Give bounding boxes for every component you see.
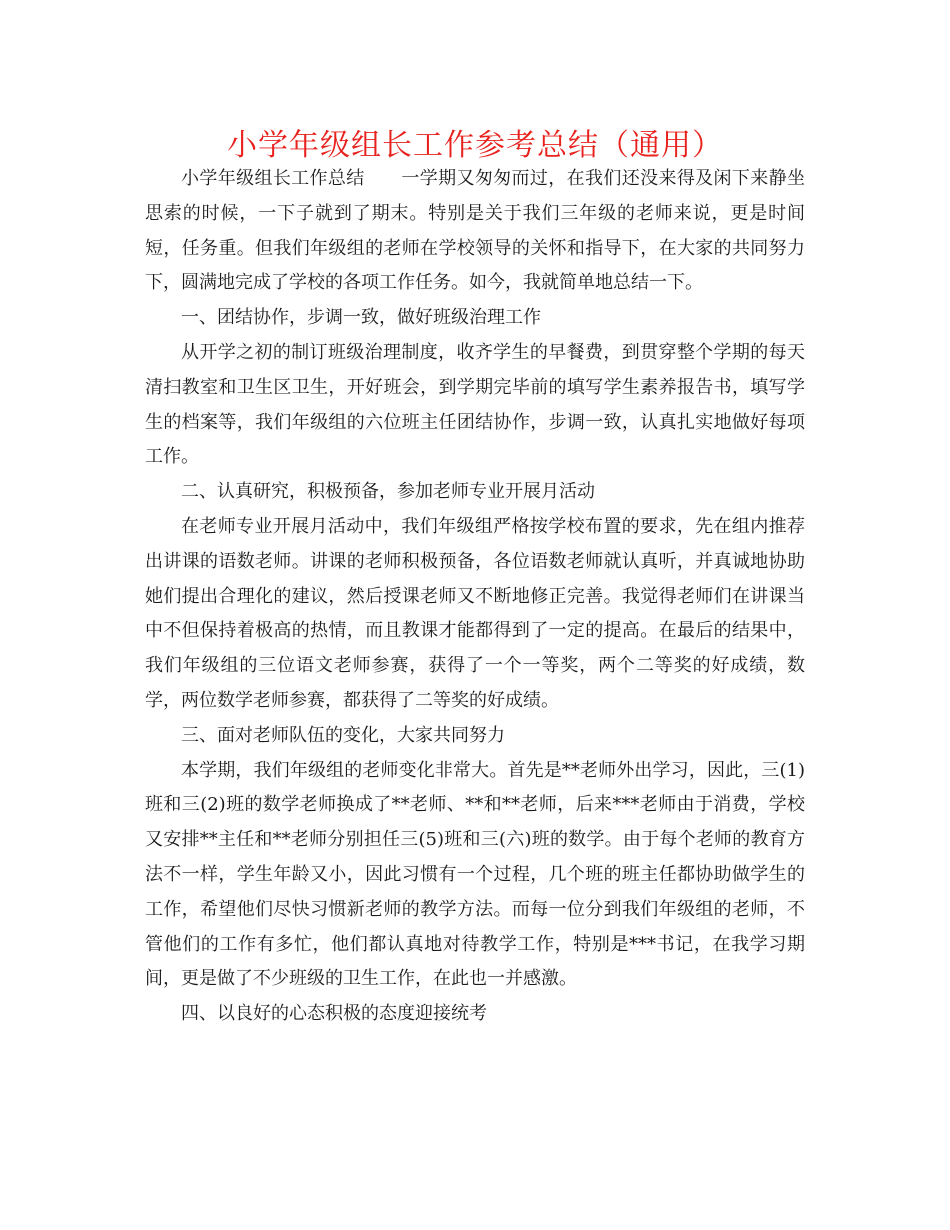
- document-body: [145, 162, 805, 1032]
- paragraph-section-2: 在老师专业开展月活动中，我们年级组严格按学校布置的要求，先在组内推荐出讲课的语数老师。讲课的老师积极预备，各位语数老师就认真听，并真诚地协助她们提出合理化的建议，然后授课老师又不断地修正完善。我觉得老师们在讲课当中不但保持着极高的热情，而且教课才能都得到了一定的提高。在最后的结果中，我们年级组的三位语文老师参赛，获得了一个一等奖，两个二等奖的好成绩，数学，两位数学老师参赛，都获得了二等奖的好成绩。: [145, 515, 805, 711]
- section-heading-1: 一、团结协作，步调一致，做好班级治理工作: [181, 307, 541, 329]
- document-title: 小学年级组长工作参考总结（通用）: [227, 128, 723, 163]
- section-heading-2: 二、认真研究，积极预备，参加老师专业开展月活动: [181, 481, 595, 503]
- paragraph-section-3: 本学期，我们年级组的老师变化非常大。首先是**老师外出学习，因此，三(1)班和三(2)班的数学老师换成了**老师、**和**老师，后来***老师由于消费，学校又安排**主任和**老师分别担任三(5)班和三(六)班的数学。由于每个老师的教育方法不一样，学生年龄又小，因此习惯有一个过程，几个班的班主任都协助做学生的工作，希望他们尽快习惯新老师的教学方法。而每一位分到我们年级组的老师，不管他们的工作有多忙，他们都认真地对待教学工作，特别是***书记，在我学习期间，更是做了不少班级的卫生工作，在此也一并感激。: [145, 759, 805, 990]
- section-heading-4: 四、以良好的心态积极的态度迎接统考: [181, 1003, 487, 1025]
- paragraph-intro: 小学年级组长工作总结 一学期又匆匆而过，在我们还没来得及闲下来静坐思索的时候，一下子就到了期末。特别是关于我们三年级的老师来说，更是时间短，任务重。但我们年级组的老师在学校领导的关怀和指导下，在大家的共同努力下，圆满地完成了学校的各项工作任务。如今，我就简单地总结一下。: [145, 168, 805, 294]
- paragraph-section-1: 从开学之初的制订班级治理制度，收齐学生的早餐费，到贯穿整个学期的每天清扫教室和卫生区卫生，开好班会，到学期完毕前的填写学生素养报告书，填写学生的档案等，我们年级组的六位班主任团结协作，步调一致，认真扎实地做好每项工作。: [145, 341, 805, 468]
- section-heading-3: 三、面对老师队伍的变化，大家共同努力: [181, 724, 505, 746]
